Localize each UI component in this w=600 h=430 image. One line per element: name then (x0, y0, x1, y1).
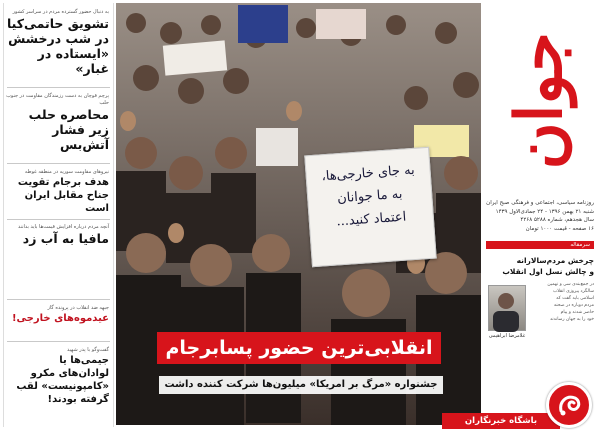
headline-title: عیدموه‌های خارجی! (12, 313, 109, 324)
editorial-body-line: حاضر شدند و پیام (560, 310, 594, 315)
headline-item[interactable] (6, 9, 109, 76)
right-masthead-column (482, 3, 598, 427)
headline-kicker: به دنبال حضور گسترده مردم در سراسر کشور (12, 9, 109, 15)
issue-info-line: سال هجدهم، شماره ۵۲۸۸ ۴۲۶۸ (520, 217, 594, 223)
editorial-body-line: خود را به جهان رساندند (550, 317, 594, 322)
divider (7, 341, 110, 342)
divider (7, 219, 110, 220)
headline-kicker: آنچه مردم درباره افزایش قیمت‌ها باید بدانند (18, 224, 109, 230)
placard-line: اعتماد کنید... (335, 209, 407, 230)
club-logo-icon (553, 389, 585, 421)
headline-item[interactable] (6, 224, 109, 246)
headline-kicker: گفت‌وگو با پدر شهید (67, 347, 109, 353)
headline-item[interactable] (6, 93, 109, 152)
protest-placard (304, 147, 437, 267)
headline-kicker: جبهه ضد انقلاب در پرونده گاز (47, 305, 109, 311)
divider (7, 87, 110, 88)
placard-line: به ما جوانان (336, 186, 403, 207)
author-photo (488, 285, 526, 331)
newspaper-logo: جوان (502, 31, 577, 170)
main-headline-wrap (130, 332, 468, 368)
badge-logo (546, 382, 592, 428)
editorial-body-line: سالگرد پیروزی انقلاب (552, 289, 594, 294)
issue-info (486, 199, 594, 233)
headline-item[interactable] (6, 305, 109, 325)
headline-item[interactable] (6, 169, 109, 215)
headline-title: جیمی‌ها یا لوادان‌های مکرو «کامپونیست» لقب گرفته بودند! (16, 355, 109, 405)
headline-kicker: پرچم قوچان به دست رزمندگان مقاومت در جنوب حلب (6, 93, 109, 106)
divider (7, 163, 110, 164)
masthead[interactable] (482, 3, 598, 198)
headline-title: محاصره حلب زیر فشار آتش‌بس (28, 107, 109, 152)
headline-item[interactable] (6, 347, 109, 406)
editorial-body-line: مردم دوباره در صحنه (554, 303, 594, 308)
editorial-body-line: اسلامی باید گفت که (556, 296, 594, 301)
author-caption: غلامرضا ابراهیمی (488, 333, 526, 339)
subheadline: جشنواره «مرگ بر امریکا» میلیون‌ها شرکت کننده داشت (159, 376, 444, 394)
editorial-body-line: در جمع‌بندی سی و نهمین (547, 282, 594, 287)
editorial-title-line: چرخش مردم‌سالارانه (516, 256, 594, 265)
headline-title: هدف برجام تقویت جناح مقابل ایران است (17, 177, 109, 214)
badge-label: باشگاه خبرنگاران (442, 413, 560, 429)
headline-title: تشویق حاتمی‌کیا در شب درخشش «ایستاده در غبار» (6, 16, 109, 76)
placard-line: به جای خارجی‌ها، (321, 162, 416, 185)
issue-info-line: ۱۶ صفحه - قیمت ۱۰۰۰ تومان (525, 225, 594, 232)
person-icon (487, 286, 525, 332)
editorial-body (528, 281, 594, 323)
headline-kicker: نیروهای مقاومت سوریه در منطقه غوطه (24, 169, 109, 175)
issue-info-line: شنبه ۲۱ بهمن ۱۳۹۶ - ۲۴ جمادی‌الاول ۱۴۳۹ (495, 208, 594, 215)
divider (7, 299, 110, 300)
left-headlines-column (3, 3, 114, 427)
watermark-badge (432, 380, 600, 430)
editorial-title-line: و چالش نسل اول انقلاب (502, 267, 594, 276)
main-headline[interactable]: انقلابی‌ترین حضور پسابرجام (157, 332, 440, 364)
editorial-title[interactable] (486, 255, 594, 277)
section-bar-label: سرمقاله (570, 242, 590, 248)
headline-title: مافیا به آب زد (22, 231, 109, 246)
issue-info-line: روزنامه سیاسی، اجتماعی و فرهنگی صبح ایران (486, 200, 594, 206)
subheadline-wrap (140, 372, 462, 394)
